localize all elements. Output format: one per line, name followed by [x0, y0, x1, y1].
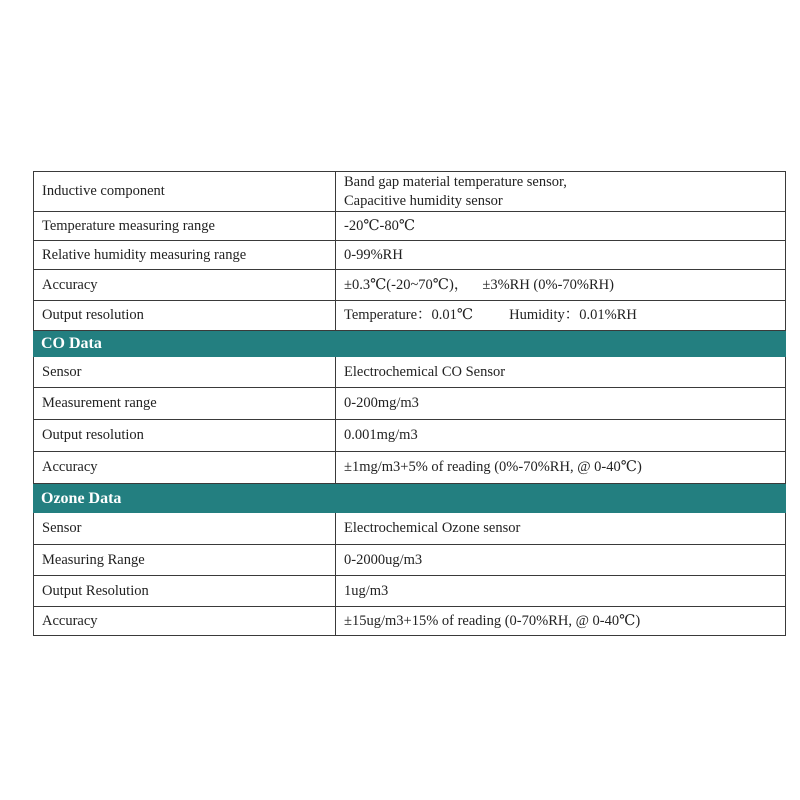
row-value: Electrochemical CO Sensor — [336, 357, 786, 388]
value-part: Humidity：0.01%RH — [509, 307, 637, 323]
row-value: Electrochemical Ozone sensor — [336, 513, 786, 545]
table-row-output-resolution — [34, 301, 786, 331]
row-value: 0-2000ug/m3 — [336, 545, 786, 576]
value-line: Capacitive humidity sensor — [344, 192, 503, 209]
row-value: ±1mg/m3+5% of reading (0%-70%RH, @ 0-40℃) — [336, 452, 786, 484]
value-part: ±0.3℃(-20~70℃)， — [344, 276, 469, 293]
row-value — [336, 301, 786, 331]
row-value: ±15ug/m3+15% of reading (0-70%RH, @ 0-40℃) — [336, 607, 786, 636]
row-label: Measuring Range — [34, 545, 336, 576]
row-label: Measurement range — [34, 388, 336, 420]
sensor-spec-table — [33, 171, 786, 636]
row-label: Output resolution — [34, 301, 336, 331]
row-value: 0-99%RH — [336, 241, 786, 270]
table-row-ozone-measuring-range — [34, 545, 786, 576]
section-title: CO Data — [34, 331, 786, 357]
row-label: Relative humidity measuring range — [34, 241, 336, 270]
row-value — [336, 172, 786, 212]
section-header-ozone-data — [34, 484, 786, 513]
row-label: Output resolution — [34, 420, 336, 452]
table-row-co-sensor — [34, 357, 786, 388]
value-line: Band gap material temperature sensor, — [344, 173, 567, 190]
row-value: -20℃-80℃ — [336, 212, 786, 241]
value-part: ±3%RH (0%-70%RH) — [482, 276, 614, 293]
table-row-ozone-output-resolution — [34, 576, 786, 607]
row-label: Accuracy — [34, 607, 336, 636]
row-label: Inductive component — [34, 172, 336, 212]
row-label: Sensor — [34, 513, 336, 545]
row-label: Output Resolution — [34, 576, 336, 607]
table-row-accuracy — [34, 270, 786, 301]
section-title: Ozone Data — [34, 484, 786, 513]
row-label: Sensor — [34, 357, 336, 388]
table-row-humidity-range — [34, 241, 786, 270]
section-header-co-data — [34, 331, 786, 357]
table-row-co-accuracy — [34, 452, 786, 484]
row-label: Accuracy — [34, 270, 336, 301]
table-row-co-measurement-range — [34, 388, 786, 420]
row-value: 0.001mg/m3 — [336, 420, 786, 452]
table-row-ozone-accuracy — [34, 607, 786, 636]
table-row-co-output-resolution — [34, 420, 786, 452]
row-label: Temperature measuring range — [34, 212, 336, 241]
table-row-ozone-sensor — [34, 513, 786, 545]
row-value — [336, 270, 786, 301]
row-label: Accuracy — [34, 452, 336, 484]
table-row-inductive-component — [34, 172, 786, 212]
row-value: 1ug/m3 — [336, 576, 786, 607]
row-value: 0-200mg/m3 — [336, 388, 786, 420]
table-row-temperature-range — [34, 212, 786, 241]
value-part: Temperature：0.01℃ — [344, 307, 474, 323]
